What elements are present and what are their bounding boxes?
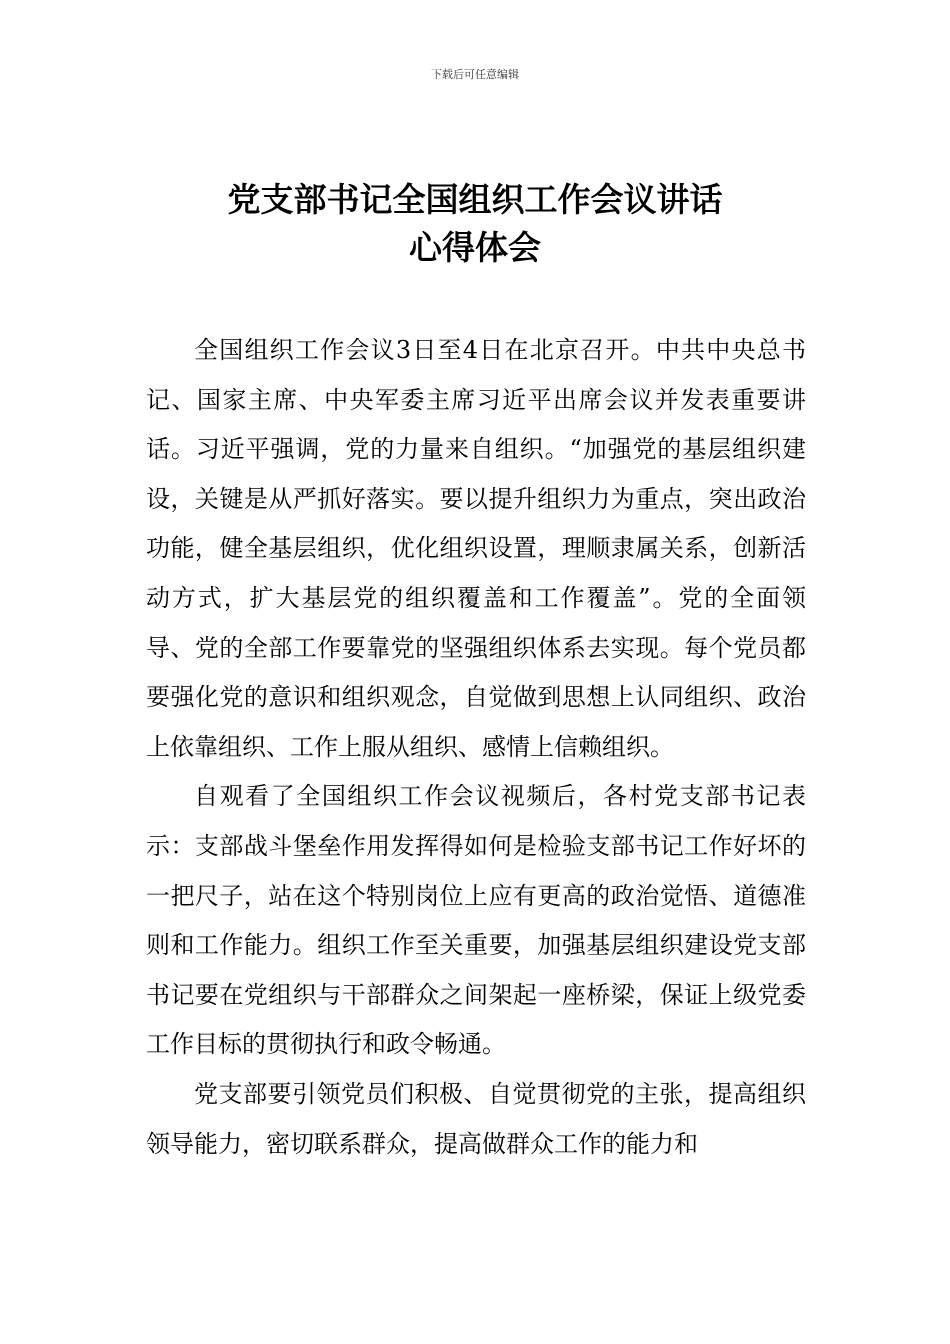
document-title (0, 176, 950, 272)
title-line-1: 党支部书记全国组织工作会议讲话 (227, 180, 723, 219)
paragraph-1: 全国组织工作会议3日至4日在北京召开。中共中央总书记、国家主席、中央军委主席习近平出席会议并发表重要讲话。习近平强调，党的力量来自组织。“加强党的基层组织建设，关键是从严抓好落实。要以提升组织力为重点，突出政治功能，健全基层组织，优化组织设置，理顺隶属关系，创新活动方式，扩大基层党的组织覆盖和工作覆盖”。党的全面领导、党的全部工作要靠党的坚强组织体系去实现。每个党员都要强化党的意识和组织观念，自觉做到思想上认同组织、政治上依靠组织、工作上服从组织、感情上信赖组织。 (146, 336, 806, 761)
title-line-2: 心得体会 (409, 228, 541, 267)
document-body (146, 326, 806, 1169)
paragraph-2: 自观看了全国组织工作会议视频后，各村党支部书记表示：支部战斗堡垒作用发挥得如何是检验支部书记工作好坏的一把尺子，站在这个特别岗位上应有更高的政治觉悟、道德准则和工作能力。组织工作至关重要，加强基层组织建设党支部书记要在党组织与干部群众之间架起一座桥梁，保证上级党委工作目标的贯彻执行和政令畅通。 (146, 782, 806, 1059)
header-note: 下载后可任意编辑 (431, 68, 519, 81)
paragraph-3: 党支部要引领党员们积极、自觉贯彻党的主张，提高组织领导能力，密切联系群众，提高做群众工作的能力和 (146, 1079, 806, 1158)
